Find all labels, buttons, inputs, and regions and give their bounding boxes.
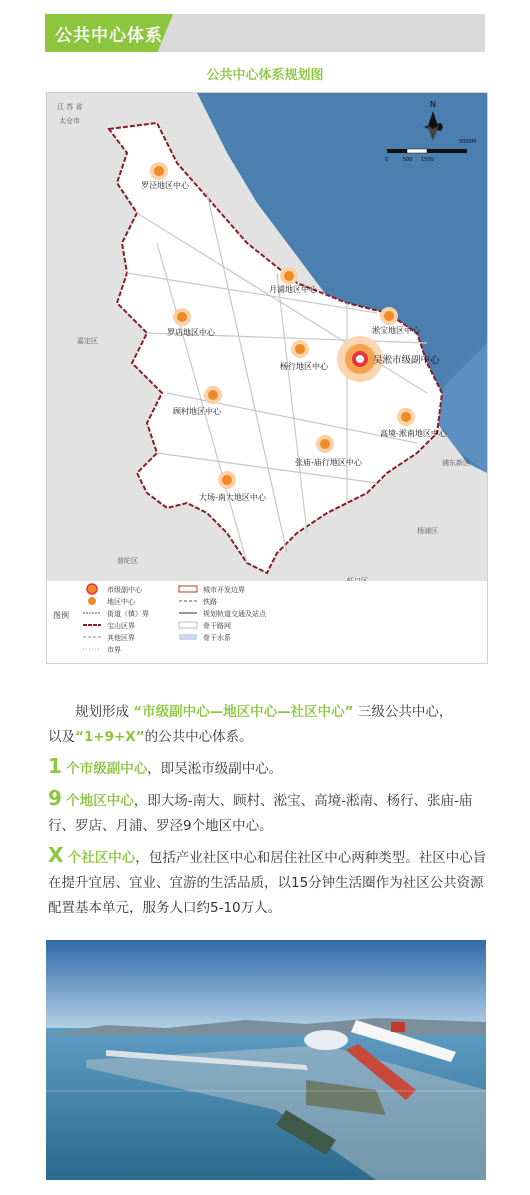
legend-item: 其他区界 [107,634,135,642]
label-yangpu: 杨浦区 [417,527,438,535]
district-count: 9 [48,786,62,810]
sub-center-paragraph [48,754,488,782]
intro-highlight: “市级副中心—地区中心—社区中心” [133,704,354,720]
scale-2: 1500 [421,157,434,163]
legend-item: 骨干水系 [203,634,231,642]
legend-item: 铁路 [203,598,217,606]
legend-item: 宝山区界 [107,622,135,630]
scale-0: 0 [385,157,389,163]
district-paragraph [48,786,488,839]
center-label: 罗店地区中心 [167,328,215,337]
legend-item: 规划轨道交通及站点 [203,610,266,618]
label-putuo: 普陀区 [117,557,138,565]
map-canvas [47,93,487,663]
scale-1: 500 [403,157,413,163]
district-text: ，即大场-南大、顾村、淞宝、高境-淞南、杨行、张庙-庙行、罗店、月浦、罗泾9个地区中心。 [48,793,473,834]
center-label: 杨行地区中心 [280,362,328,371]
label-pudong: 浦东新区 [442,459,470,467]
community-label: 个社区中心 [67,850,136,866]
description [48,700,488,925]
port-photo [46,940,486,1180]
sub-center-text: ，即吴淞市级副中心。 [147,761,283,777]
legend-item: 市级副中心 [107,586,142,594]
district-label: 个地区中心 [66,793,134,809]
intro-highlight-2: “1+9+X” [75,729,145,745]
map-title: 公共中心体系规划图 [206,68,324,83]
intro-text-3: 以及 [48,729,75,745]
center-label: 吴淞市级副中心 [373,355,440,366]
section-title: 公共中心体系 [55,26,163,46]
center-label: 大场-南大地区中心 [199,493,266,502]
intro-text-2: 三级公共中心， [357,704,453,720]
center-label: 淞宝地区中心 [372,326,420,335]
label-taicang: 太仓市 [59,117,80,125]
map-legend [47,581,487,663]
section-header [45,14,485,52]
intro-text: 规划形成 [75,704,129,720]
community-count: X [48,843,64,867]
sub-center-label: 个市级副中心 [66,761,148,777]
intro-text-4: 的公共中心体系。 [144,729,253,745]
legend-heading: 图例 [53,611,69,620]
legend-item: 街道（镇）界 [107,610,149,618]
center-label: 高境-淞南地区中心 [380,429,447,438]
center-label: 顾村地区中心 [173,407,221,416]
sub-center-count: 1 [48,754,62,778]
community-paragraph [48,843,488,921]
label-jiangsu: 江 苏 省 [57,103,83,111]
center-label: 张庙-庙行地区中心 [295,458,362,467]
legend-item: 市界 [107,646,121,654]
public-center-map [46,92,488,664]
legend-item: 骨干路网 [203,622,231,630]
legend-item: 城市开发边界 [203,586,245,594]
scale-3: 5000M [459,139,477,145]
center-label: 月浦地区中心 [269,285,317,294]
intro-paragraph [48,700,488,750]
center-label: 罗泾地区中心 [141,181,189,190]
label-jiading: 嘉定区 [77,337,98,345]
legend-item: 地区中心 [107,598,135,606]
community-text: ，包括产业社区中心和居住社区中心两种类型。社区中心旨在提升宜居、宜业、宜游的生活品质，以15分钟生活圈作为社区公共资源配置基本单元，服务人口约5-10万人。 [48,850,487,916]
north-label: N [430,100,436,109]
port-photo-illustration [46,940,486,1180]
